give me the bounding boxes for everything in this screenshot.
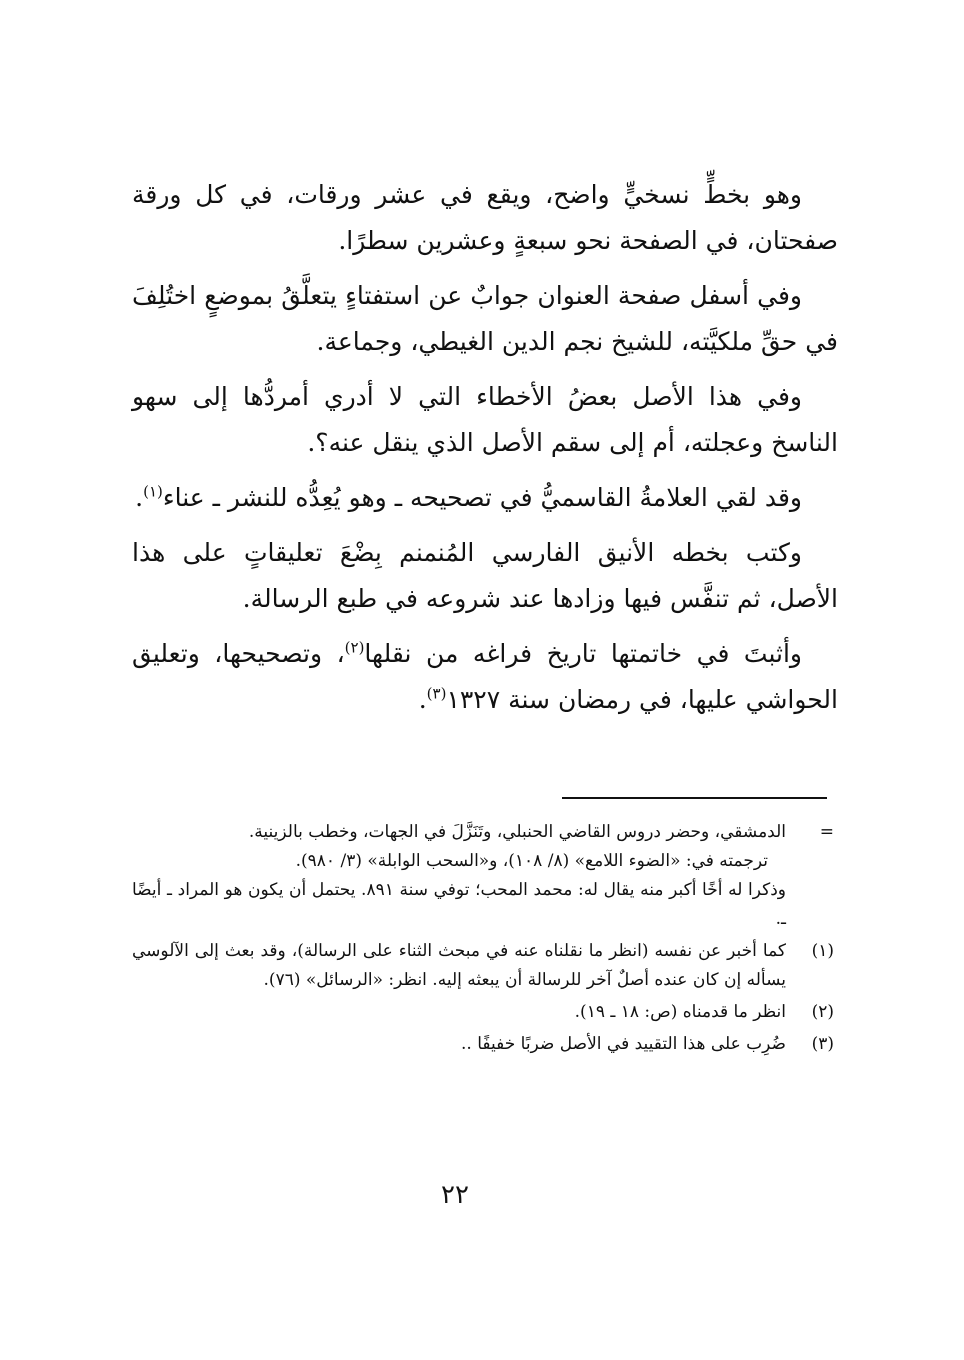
paragraph: وفي هذا الأصل بعضُ الأخطاء التي لا أدري أمردُّها إلى سهو الناسخ وعجلته، أم إلى سقم الأصل الذي ينقل عنه؟. [132,382,838,457]
footnote-continuation [132,818,838,934]
footnote-ref: (١) [143,482,163,501]
footnote-text: انظر ما قدمناه (ص: ١٨ ـ ١٩). [574,1002,786,1022]
footnote-marker: (٢) [811,1002,834,1022]
footnote [132,1030,838,1059]
paragraph: وكتب بخطه الأنيق الفارسي المُنمنم بِضْعَ تعليقاتٍ على هذا الأصل، ثم تنفَّس فيها وزادها عند شروعه في طبع الرسالة. [132,538,838,613]
page-number: ٢٢ [441,1180,469,1210]
continuation-marker: = [819,822,834,842]
paragraph-text: وقد لقي العلامةُ القاسميُّ في تصحيحه ـ وهو يُعِدُّه للنشر ـ عناء [162,483,802,512]
paragraph-text: وأثبتَ في خاتمتها تاريخ فراغه من نقلها [364,639,802,668]
paragraph-text: ، وتصحيحها، وتعليق الحواشي عليها، في رمضان سنة ١٣٢٧ [132,639,838,714]
footnote-line: الدمشقي، وحضر دروس القاضي الحنبلي، وتَنَزَّلَ في الجهات، وخطب بالزينية. [248,822,786,842]
footnote-line: وذكرا له أخًا أكبر منه يقال له: محمد المحب؛ توفي سنة ٨٩١. يحتمل أن يكون هو المراد ـ أيضًا ـ. [132,880,786,929]
period: . [135,483,144,512]
footnote-marker: (١) [811,941,834,961]
footnote-ref: (٣) [426,684,447,703]
footnote-marker: (٣) [811,1034,834,1054]
paragraph: وفي أسفل صفحة العنوان جوابٌ عن استفتاءٍ يتعلَّقُ بموضعٍ اختُلِفَ في حقِّ ملكيَّته، للشيخ نجم الدين الغيطي، وجماعة. [132,281,838,356]
footnote-separator [562,797,827,799]
footnote-line: ترجمته في: «الضوء اللامع» (٨/ ١٠٨)، و«السحب الوابلة» (٣/ ٩٨٠). [295,851,768,871]
paragraph: وهو بخطٍّ نسخيٍّ واضح، ويقع في عشر ورقات، في كل ورقة صفحتان، في الصفحة نحو سبعةٍ وعشرين سطرًا. [132,180,838,255]
paragraph [132,475,838,521]
footnotes [132,818,838,1062]
period: . [418,685,427,714]
footnote-text: كما أخبر عن نفسه (انظر ما نقلناه عنه في مبحث الثناء على الرسالة)، وقد بعث إلى الآلوسي يسأله إن كان عنده أصلٌ آخر للرسالة أن يبعثه إليه. انظر: «الرسائل» (٧٦). [132,941,786,990]
footnote-text: ضُرِب على هذا التقييد في الأصل ضربًا خفيفًا .. [461,1034,786,1054]
footnote [132,937,838,995]
paragraph [132,631,838,723]
footnote [132,998,838,1027]
footnote-ref: (٢) [344,638,365,657]
main-text [132,172,838,732]
